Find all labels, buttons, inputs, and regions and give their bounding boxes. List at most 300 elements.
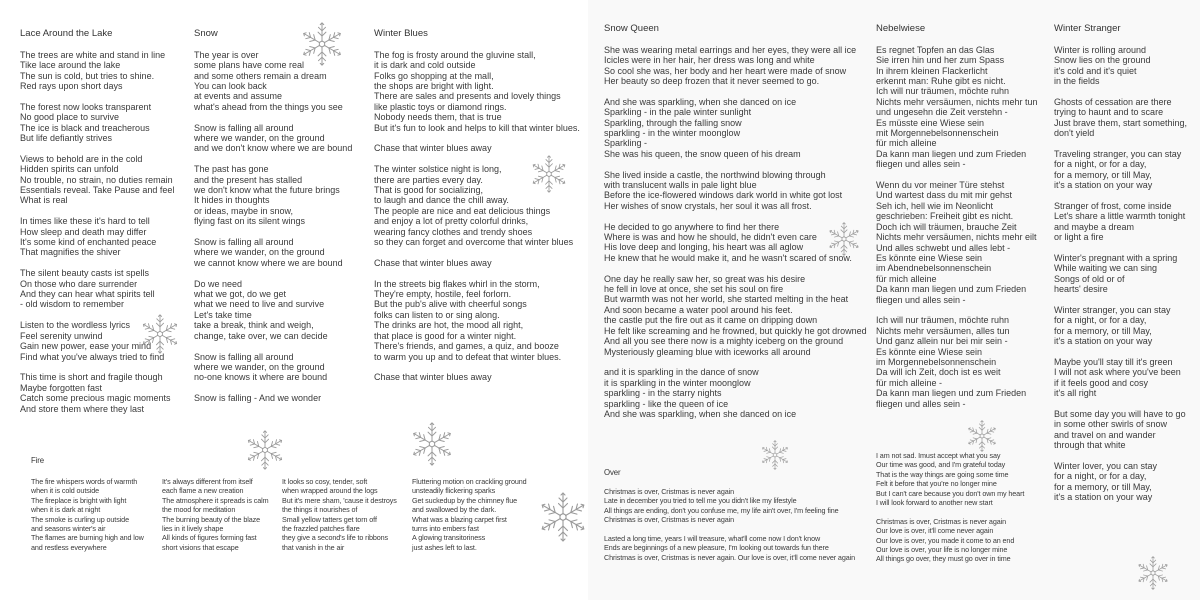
poem-snow — [194, 29, 352, 404]
poem-line: for a memory, or till May, — [1054, 325, 1152, 336]
poem-fire-col-1 — [31, 477, 144, 552]
poem-line: it's a station on your way — [1054, 180, 1153, 191]
stanza — [604, 45, 867, 87]
poem-line: hearts' desire — [1054, 284, 1108, 295]
poem-line: in the fields — [1054, 76, 1100, 87]
poem-line: for a memory, or till May, — [1054, 481, 1152, 492]
poem-line: - old wisdom to remember — [20, 299, 125, 310]
stanza — [1054, 149, 1187, 191]
poem-nebelwiese — [876, 24, 1038, 409]
poem-line: The drinks are hot, the mood all right, — [374, 320, 524, 331]
stanza — [604, 367, 867, 419]
poem-line: The ice is black and treacherous — [20, 122, 150, 133]
poem-line: für mich alleine — [876, 273, 937, 284]
poem-line: But I can't care because you don't own my heart — [876, 488, 1025, 498]
poem-line: change, take over, we can decide — [194, 330, 328, 341]
poem-line: Lasted a long time, years I will treasure, what'll come now I don't know — [604, 533, 821, 543]
stanza — [20, 372, 174, 414]
poem-line: and it is sparkling in the dance of snow — [604, 367, 759, 378]
poem-line: the castle put the fire out as it came on dripping down — [604, 315, 818, 326]
poem-line: The smoke is curling up outside — [31, 514, 129, 524]
poem-line: Sparkling, through the falling snow — [604, 117, 742, 128]
poem-line: Ich will nur träumen, möchte ruhn — [876, 315, 1010, 326]
poem-line: Und alles schwebt und alles lebt - — [876, 242, 1011, 253]
poem-line: Snow is falling all around — [194, 351, 294, 362]
poem-line: when wrapped around the logs — [282, 486, 378, 496]
poem-line: and swallowed by the dark. — [412, 505, 497, 515]
poem-line: for a memory, or till May, — [1054, 169, 1152, 180]
poem-line: Felt it before that you're no longer mine — [876, 479, 997, 489]
poem-line: I will look forward to another new start — [876, 498, 993, 508]
poem-line: Let's share a little warmth tonight — [1054, 211, 1186, 222]
poem-line: Nichts mehr versäumen, nichts mehr tun — [876, 96, 1038, 107]
poem-line: so they can forget and overcome that winter blues — [374, 237, 574, 248]
poem-winter-blues — [374, 29, 580, 383]
poem-line: You can look back — [194, 81, 267, 92]
poem-line: what's ahead from the things you see — [194, 101, 343, 112]
poem-lace-around-the-lake — [20, 29, 174, 414]
stanza — [194, 352, 352, 383]
poem-line: Christmas is over, Cristmas is never again — [604, 486, 735, 496]
poem-line: that vanish in the air — [282, 542, 345, 552]
poem-line: Traveling stranger, you can stay — [1054, 148, 1182, 159]
poem-line: when it is cold outside — [31, 486, 100, 496]
poem-line: She lived inside a castle, the northwind blowing through — [604, 169, 826, 180]
poem-line: at events and assume — [194, 91, 283, 102]
poem-line: fliegen und alles sein - — [876, 294, 966, 305]
poem-line: Our love is over, it'll come never again — [876, 526, 994, 536]
poem-line: he fell in love at once, she set his soul on fire — [604, 284, 784, 295]
poem-line: if it feels good and cosy — [1054, 377, 1149, 388]
poem-line: In the streets big flakes whirl in the storm, — [374, 278, 540, 289]
poem-line: turns into embers fast — [412, 524, 479, 534]
poem-line: And store them where they last — [20, 403, 145, 414]
stanza — [374, 258, 580, 268]
poem-line: Chase that winter blues away — [374, 257, 492, 268]
poem-line: Catch some precious magic moments — [20, 393, 171, 404]
poem-line: Sparkling - in the pale winter sunlight — [604, 107, 752, 118]
poem-line: Feel serenity unwind — [20, 330, 103, 341]
poem-line: They're empty, hostile, feel forlorn. — [374, 289, 512, 300]
stanza — [194, 237, 352, 268]
poem-line: mit Morgennebelsonnenschein — [876, 128, 999, 139]
stanza — [1054, 461, 1187, 503]
stanza — [1054, 357, 1187, 399]
poem-line: The flames are burning high and low — [31, 533, 144, 543]
poem-line: in some other swirls of snow — [1054, 419, 1168, 430]
poem-line: or ideas, maybe in snow, — [194, 205, 294, 216]
stanza — [1054, 97, 1187, 139]
poem-line: and seasons winter's air — [31, 524, 106, 534]
poem-line: to warm you up and to defeat that winter blues. — [374, 351, 562, 362]
poem-line: But it's fun to look and helps to kill that winter blues. — [374, 122, 580, 133]
poem-line: But some day you will have to go — [1054, 408, 1186, 419]
poem-line: Seh ich, hell wie im Neonlicht — [876, 200, 994, 211]
poem-line: Let's take time — [194, 309, 252, 320]
poem-line: Christmas is over, Cristmas is never again. Our love is over, it'll come never again — [604, 552, 856, 562]
poem-over — [604, 468, 855, 562]
poem-line: He decided to go anywhere to find her there — [604, 221, 780, 232]
poem-line: Da will ich Zeit, doch ist es weit — [876, 367, 1001, 378]
poem-line: für mich alleine - — [876, 377, 943, 388]
poem-line: The sun is cold, but tries to shine. — [20, 70, 155, 81]
poem-line: Small yellow tatters get torn off — [282, 514, 377, 524]
poem-line: Our love is over, your life is no longer mine — [876, 545, 1008, 555]
poem-line: where we wander, on the ground — [194, 133, 325, 144]
poem-line: don't yield — [1054, 128, 1095, 139]
stanza — [1054, 305, 1187, 347]
poem-line: Und ganz allein nur bei mir sein - — [876, 336, 1008, 347]
poem-line: The fireplace is bright with light — [31, 495, 127, 505]
stanza — [1054, 201, 1187, 243]
poem-line: Her beauty so deep frozen that it never seemed to go. — [604, 76, 820, 87]
poem-line: Late in december you tried to tell me you didn't like my lifestyle — [604, 496, 797, 506]
poem-line: Ghosts of cessation are there — [1054, 96, 1172, 107]
poem-title: Over — [604, 468, 621, 477]
stanza — [20, 216, 174, 258]
stanza — [1054, 45, 1187, 87]
poem-line: or light a fire — [1054, 232, 1104, 243]
poem-line: Stranger of frost, come inside — [1054, 200, 1172, 211]
poem-line: Es regnet Topfen an das Glas — [876, 44, 995, 55]
poem-line: Winter's pregnant with a spring — [1054, 252, 1178, 263]
poem-line: Es könnte eine Wiese sein — [876, 346, 983, 357]
poem-line: like plastic toys or diamond rings. — [374, 101, 507, 112]
stanza — [20, 268, 174, 310]
poem-line: Da kann man liegen und zum Frieden — [876, 284, 1027, 295]
poem-line: The atmosphere it spreads is calm — [162, 495, 269, 505]
poem-line: In ihrem kleinen Flackerlicht — [876, 65, 988, 76]
poem-line: just ashes left to last. — [412, 542, 477, 552]
poem-line: Our love is over, you made it come to an end — [876, 535, 1015, 545]
snowflake-icon — [760, 440, 790, 470]
poem-line: erkennt man: Ruhe gibt es nicht. — [876, 76, 1006, 87]
poem-winter-stranger — [1054, 24, 1187, 503]
poem-line: Winter is rolling around — [1054, 44, 1147, 55]
stanza — [194, 164, 352, 226]
poem-line: It's always different from itself — [162, 477, 253, 486]
poem-line: Gain new power, ease your mind — [20, 341, 152, 352]
poem-fire-title — [31, 456, 44, 465]
stanza — [374, 279, 580, 362]
poem-line: That is the way things are going some time — [876, 469, 1009, 479]
poem-line: Folks go shopping at the mall, — [374, 70, 494, 81]
poem-line: it is sparkling in the winter moonglow — [604, 377, 751, 388]
poem-line: it's a station on your way — [1054, 492, 1153, 503]
poem-line: Red rays upon short days — [20, 81, 123, 92]
stanza — [374, 50, 580, 133]
poem-line: Es könnte eine Wiese sein — [876, 252, 983, 263]
poem-line: they give a second's life to ribbons — [282, 533, 389, 543]
snowflake-icon — [966, 420, 998, 452]
poem-fire-col-3 — [282, 477, 397, 552]
poem-line: That is good for socializing, — [374, 185, 484, 196]
poem-line: She was wearing metal earrings and her eyes, they were all ice — [604, 44, 857, 55]
poem-title: Fire — [31, 456, 45, 465]
poem-line: Songs of old or of — [1054, 273, 1125, 284]
poem-line: Mysteriously gleaming blue with iceworks all around — [604, 346, 811, 357]
poem-line: Fluttering motion on crackling ground — [412, 477, 527, 486]
poem-line: Da kann man liegen und zum Frieden — [876, 388, 1027, 399]
stanza — [604, 97, 867, 159]
poem-line: take a break, think and weigh, — [194, 320, 314, 331]
poem-line: it's a station on your way — [1054, 336, 1153, 347]
poem-title: Winter Blues — [374, 28, 428, 39]
poem-line: fliegen und alles sein - — [876, 398, 966, 409]
poem-line: The forest now looks transparent — [20, 101, 152, 112]
poem-line: Before the ice-flowered windows dark world in white got lost — [604, 190, 843, 201]
poem-line: for a night, or for a day, — [1054, 159, 1147, 170]
poem-line: Just brave them, start something, — [1054, 117, 1188, 128]
poem-line: The past has gone — [194, 164, 269, 175]
poem-line: So cool she was, her body and her heart were made of snow — [604, 65, 847, 76]
poem-line: One day he really saw her, so great was his desire — [604, 273, 806, 284]
stanza — [604, 487, 855, 525]
stanza — [604, 170, 867, 212]
poem-line: All kinds of figures forming fast — [162, 533, 257, 543]
poem-line: The winter solstice night is long, — [374, 164, 502, 175]
poem-line: sparkling - like the queen of ice — [604, 398, 729, 409]
poem-fire-col-2 — [162, 477, 269, 552]
poem-line: The people are nice and eat delicious things — [374, 205, 551, 216]
poem-line: And she was sparkling, when she danced on ice — [604, 96, 797, 107]
poem-line: Find what you've always tried to find — [20, 351, 165, 362]
poem-line: Christmas is over, Cristmas is never again — [876, 516, 1007, 526]
poem-line: Nichts mehr versäumen, alles tun — [876, 325, 1010, 336]
snowflake-icon — [1136, 556, 1170, 590]
stanza — [1054, 253, 1187, 295]
poem-line: It's some kind of enchanted peace — [20, 237, 157, 248]
stanza — [194, 279, 352, 341]
poem-line: Maybe you'll stay till it's green — [1054, 356, 1173, 367]
poem-line: some plans have come real — [194, 60, 305, 71]
poem-line: unsteadily flickering sparks — [412, 486, 496, 496]
poem-line: the things it nourishes of — [282, 505, 358, 515]
poem-line: The fog is frosty around the gluvine stall, — [374, 49, 536, 60]
poem-line: Und wartest dass du mit mir gehst — [876, 190, 1013, 201]
poem-line: where we wander, on the ground — [194, 247, 325, 258]
poem-line: and enjoy a lot of pretty colorful drinks, — [374, 216, 529, 227]
poem-line: And they can hear what spirits tell — [20, 289, 155, 300]
poem-line: when it is dark at night — [31, 505, 101, 515]
poem-line: It hides in thoughts — [194, 195, 270, 206]
poem-line: what we need to live and survive — [194, 299, 325, 310]
stanza — [20, 50, 174, 92]
poem-line: Ich will nur träumen, möchte ruhn — [876, 86, 1010, 97]
poem-line: the shops are bright with light. — [374, 81, 494, 92]
poem-title: Snow Queen — [604, 23, 659, 34]
stanza — [876, 45, 1038, 170]
poem-line: we don't know what the future brings — [194, 185, 340, 196]
poem-line: it is dark and cold outside — [374, 60, 476, 71]
poem-line: Snow is falling all around — [194, 237, 294, 248]
poem-line: Nichts mehr versäumen, nichts mehr eilt — [876, 232, 1037, 243]
stanza — [876, 517, 1024, 564]
poem-line: Essentials reveal. Take Pause and feel — [20, 185, 175, 196]
poem-line: Where is was and how he should, he didn't even care — [604, 232, 817, 243]
poem-line: Her wishes of snow crystals, her soul it was all frost. — [604, 200, 812, 211]
poem-line: through that white — [1054, 440, 1126, 451]
stanza — [374, 372, 580, 382]
stanza — [194, 393, 352, 403]
poem-line: Chase that winter blues away — [374, 372, 492, 383]
poem-line: On those who dare surrender — [20, 278, 138, 289]
stanza — [604, 274, 867, 357]
poem-line: im Morgennebelsonnenschein — [876, 356, 997, 367]
poem-line: Maybe forgotten fast — [20, 382, 103, 393]
poem-line: Nobody needs them, that is true — [374, 112, 502, 123]
poem-line: What is real — [20, 195, 68, 206]
poem-line: Ends are beginnings of a new pleasure, I'm looking out towards fun there — [604, 543, 829, 553]
poem-line: That magnifies the shiver — [20, 247, 121, 258]
poem-line: and maybe a dream — [1054, 221, 1135, 232]
poem-line: But the pub's alive with cheerful songs — [374, 299, 527, 310]
poem-line: geschrieben: Freiheit gibt es nicht. — [876, 211, 1014, 222]
poem-line: This time is short and fragile though — [20, 372, 163, 383]
poem-line: I will not ask where you've been — [1054, 367, 1181, 378]
poem-title: Lace Around the Lake — [20, 28, 113, 39]
poem-line: He knew that he would make it, and he wasn't scared of snow. — [604, 252, 852, 263]
stanza — [1054, 409, 1187, 451]
poem-line: the frazzled patches flare — [282, 524, 360, 534]
poem-line: His love deep and longing, his heart was all aglow — [604, 242, 804, 253]
poem-line: im Abendnebelsonnenschein — [876, 263, 992, 274]
poem-line: lies in it lively shape — [162, 524, 224, 534]
poem-title: Snow — [194, 28, 218, 39]
poem-line: No trouble, no strain, no duties remain — [20, 174, 173, 185]
poem-line: it's all right — [1054, 388, 1097, 399]
poem-line: All things go over, they must go over in time — [876, 554, 1011, 564]
poem-line: And soon became a water pool around his feet. — [604, 304, 793, 315]
poem-title: Nebelwiese — [876, 23, 926, 34]
snowflake-icon — [410, 422, 454, 466]
poem-line: there are parties every day. — [374, 174, 483, 185]
poem-line: A glowing transitoriness — [412, 533, 486, 543]
poem-line: Sparkling - — [604, 138, 648, 149]
poem-line: Views to behold are in the cold — [20, 153, 143, 164]
poem-line: where we wander, on the ground — [194, 361, 325, 372]
poem-line: Chase that winter blues away — [374, 143, 492, 154]
poem-line: What was a blazing carpet first — [412, 514, 507, 524]
poem-line: Snow lies on the ground — [1054, 55, 1151, 66]
poem-line: Da kann man liegen und zum Frieden — [876, 148, 1027, 159]
poem-line: There's friends, and games, a quiz, and booze — [374, 341, 559, 352]
snowflake-icon — [827, 222, 861, 256]
poem-line: While waiting we can sing — [1054, 263, 1158, 274]
snowflake-icon — [140, 314, 180, 354]
poem-line: flying fast on its silent wings — [194, 216, 306, 227]
poem-line: für mich alleine — [876, 138, 937, 149]
poem-over-part-2 — [876, 451, 1024, 564]
poem-line: Tike lace around the lake — [20, 60, 121, 71]
poem-line: the mood for meditation — [162, 505, 236, 515]
poem-line: The burning beauty of the blaze — [162, 514, 260, 524]
poem-line: The silent beauty casts ist spells — [20, 268, 150, 279]
poem-line: But life defiantly strives — [20, 133, 113, 144]
poem-line: and we don't know where we are bound — [194, 143, 353, 154]
poem-line: and restless everywhere — [31, 542, 107, 552]
poem-line: no-one knows it where are bound — [194, 372, 328, 383]
poem-line: what we got, do we get — [194, 289, 287, 300]
snowflake-icon — [245, 430, 285, 470]
poem-line: short visions that escape — [162, 542, 239, 552]
poem-line: wearing fancy clothes and trendy shoes — [374, 226, 533, 237]
poem-line: But warmth was not her world, she started melting in the heat — [604, 294, 849, 305]
stanza — [604, 534, 855, 562]
poem-line: In times like these it's hard to tell — [20, 216, 150, 227]
poem-line: sparkling - in the winter moonglow — [604, 128, 741, 139]
stanza — [20, 154, 174, 206]
poem-line: She was his queen, the snow queen of his dream — [604, 148, 801, 159]
poem-line: trying to haunt and to scare — [1054, 107, 1164, 118]
poem-line: And all you see there now is a mighty iceberg on the ground — [604, 336, 844, 347]
stanza — [876, 451, 1024, 507]
poem-line: Es müsste eine Wiese sein — [876, 117, 985, 128]
poem-line: Wenn du vor meiner Türe stehst — [876, 180, 1005, 191]
poem-line: folks can listen to or sing along. — [374, 309, 500, 320]
poem-line: How sleep and death may differ — [20, 226, 147, 237]
stanza — [876, 180, 1038, 305]
poem-line: Icicles were in her hair, her dress was long and white — [604, 55, 815, 66]
poem-line: There are sales and presents and lovely things — [374, 91, 561, 102]
stanza — [20, 102, 174, 144]
poem-line: Winter lover, you can stay — [1054, 460, 1158, 471]
poem-line: Do we need — [194, 278, 243, 289]
poem-line: it's cold and it's quiet — [1054, 65, 1137, 76]
poem-line: we cannot know where we are bound — [194, 257, 343, 268]
poem-line: sparkling - in the starry nights — [604, 388, 722, 399]
poem-line: and the present has stalled — [194, 174, 303, 185]
poem-line: Hidden spirits can unfold — [20, 164, 119, 175]
poem-line: All things are ending, don't you confuse me, my life ain't over, I'm feeling fine — [604, 505, 839, 515]
poem-line: Winter stranger, you can stay — [1054, 304, 1171, 315]
poem-line: for a night, or for a day, — [1054, 471, 1147, 482]
poem-line: The fire whispers words of warmth — [31, 477, 138, 486]
poem-line: But it's mere sham, 'cause it destroys — [282, 495, 397, 505]
stanza — [194, 123, 352, 154]
poem-line: for a night, or for a day, — [1054, 315, 1147, 326]
poem-fire-col-4 — [412, 477, 527, 552]
poem-line: and some others remain a dream — [194, 70, 327, 81]
poem-line: Snow is falling all around — [194, 122, 294, 133]
poem-line: Listen to the wordless lyrics — [20, 320, 131, 331]
poem-line: fliegen und alles sein - — [876, 159, 966, 170]
poem-line: He felt like screaming and he frowned, but quickly he got drowned — [604, 325, 867, 336]
poem-line: each flame a new creation — [162, 486, 244, 496]
snowflake-icon — [300, 22, 344, 66]
snowflake-icon — [538, 492, 588, 542]
poem-line: Doch ich will träumen, brauche Zeit — [876, 221, 1017, 232]
poem-line: The year is over — [194, 49, 259, 60]
stanza — [876, 315, 1038, 409]
poem-line: Sie irren hin und her zum Spass — [876, 55, 1005, 66]
poem-line: to laugh and dance the chill away. — [374, 195, 509, 206]
stanza — [374, 143, 580, 153]
poem-line: It looks so cosy, tender, soft — [282, 477, 368, 486]
poem-line: Christmas is over, Cristmas is never again — [604, 515, 735, 525]
poem-line: Snow is falling - And we wonder — [194, 393, 322, 404]
poem-line: No good place to survive — [20, 112, 120, 123]
poem-line: The trees are white and stand in line — [20, 49, 166, 60]
snowflake-icon — [530, 155, 568, 193]
poem-line: with translucent walls in pale light blue — [604, 180, 757, 191]
poem-line: And she was sparkling, when she danced on ice — [604, 408, 797, 419]
poem-title: Winter Stranger — [1054, 23, 1121, 34]
poem-line: and travel on and wander — [1054, 429, 1156, 440]
poem-line: that place is good for a winter night. — [374, 330, 517, 341]
poem-line: I am not sad. Imust accept what you say — [876, 451, 1001, 460]
poem-line: Get suckedup by the chimney flue — [412, 495, 518, 505]
